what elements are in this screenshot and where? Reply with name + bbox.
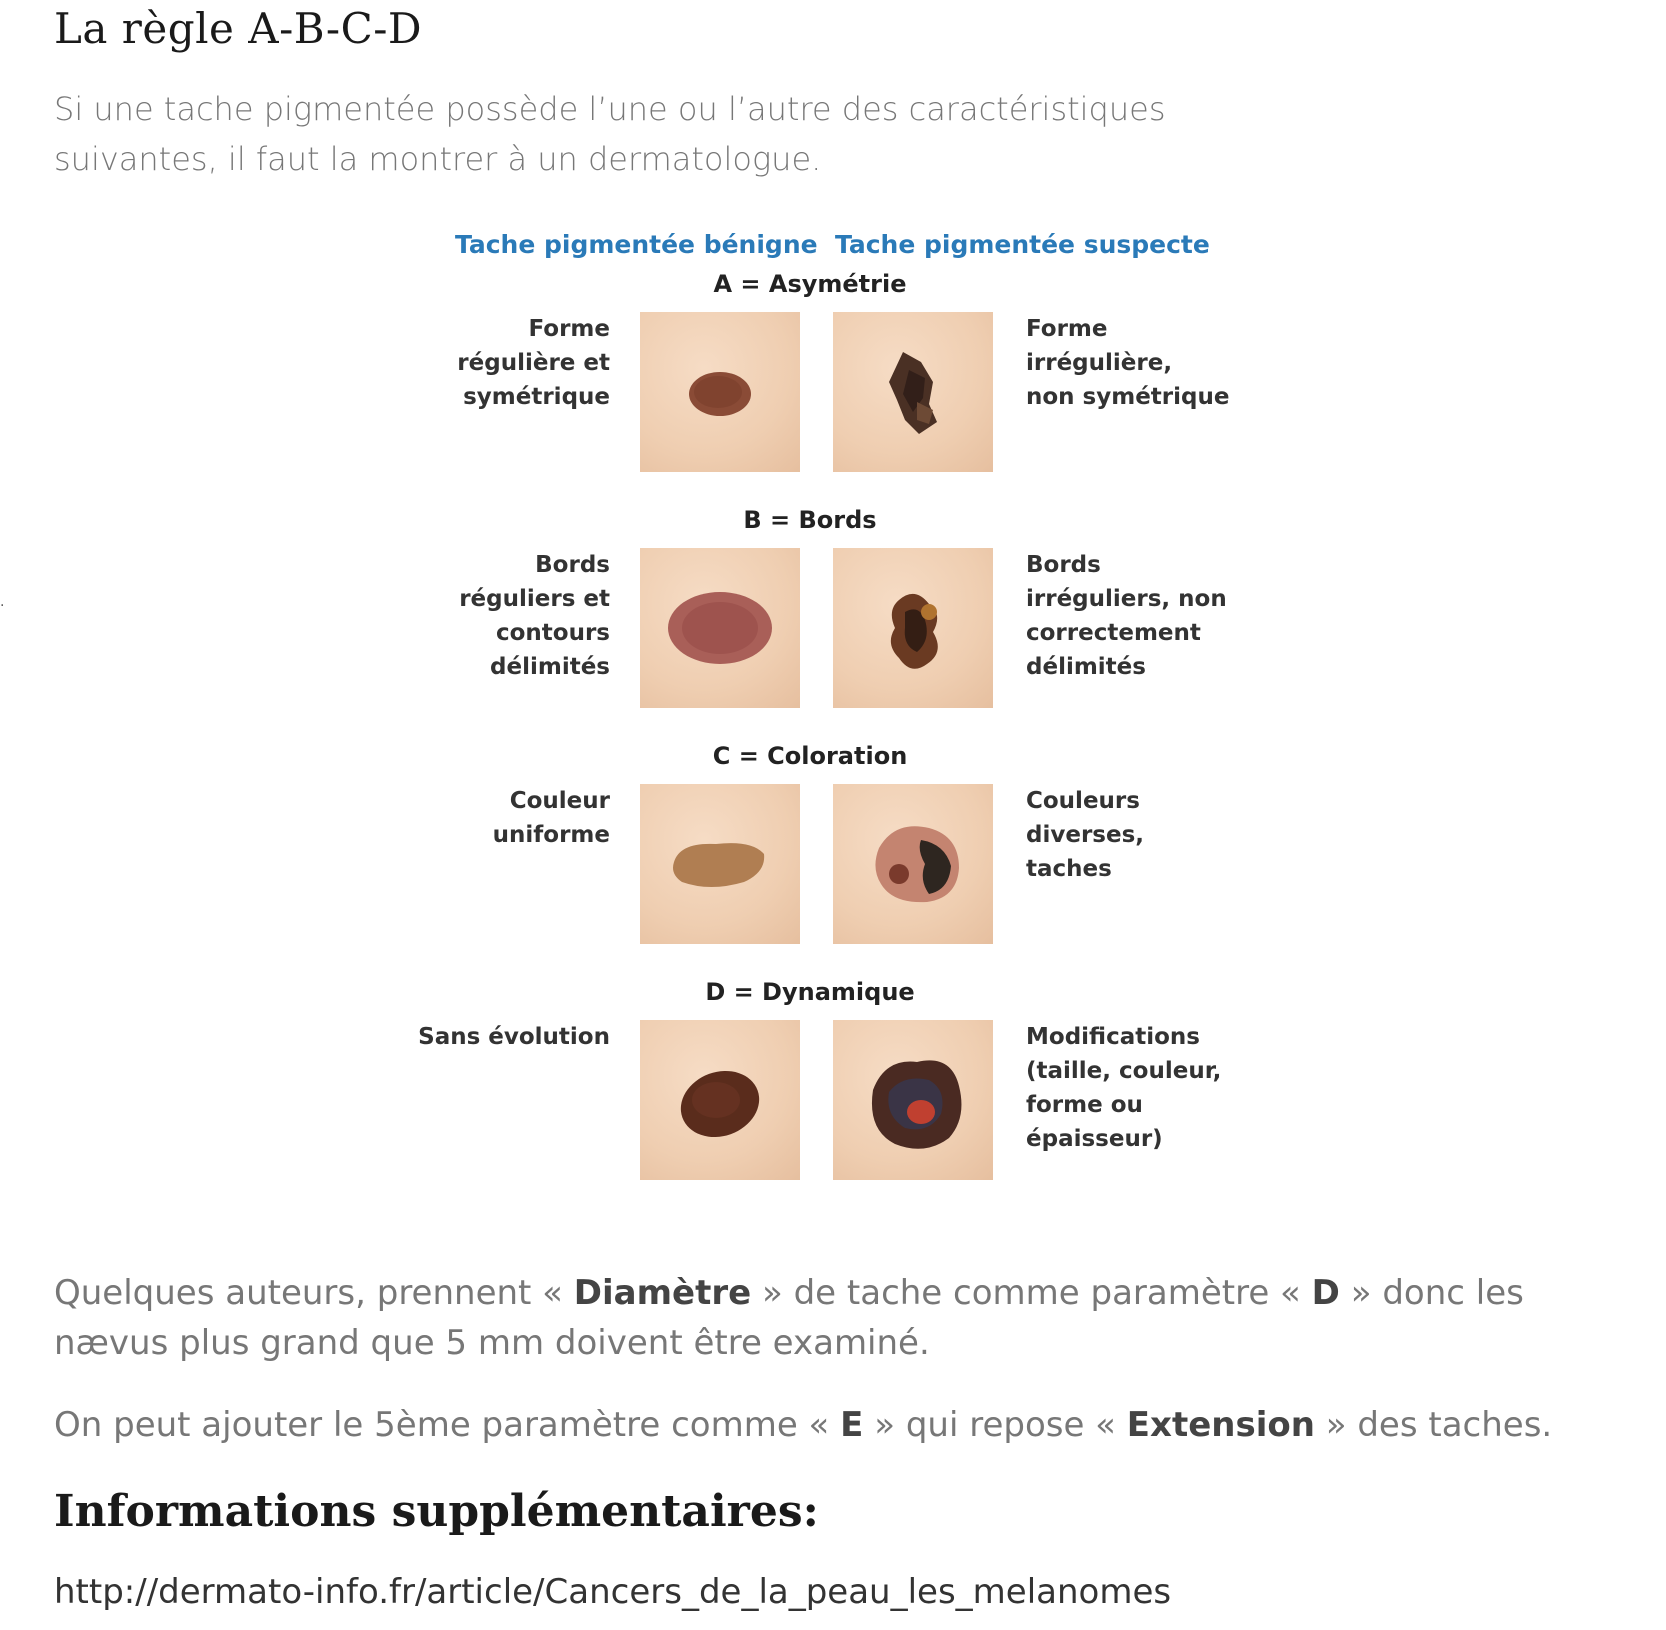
abcd-figure [400, 210, 1280, 1220]
suspect-mole-photo-c [833, 784, 993, 944]
suspect-description-c: Couleurs diverses, taches [1026, 788, 1144, 882]
more-info-link[interactable]: http://dermato-info.fr/article/Cancers_de_la_peau_les_melanomes [54, 1572, 1172, 1612]
paragraph-extension-text-3: » des taches. [1314, 1405, 1553, 1445]
suspect-description-b: Bords irréguliers, non correctement délimités [1026, 552, 1227, 680]
benign-mole-a-image [640, 312, 800, 472]
benign-mole-photo-a [640, 312, 800, 472]
benign-mole-photo-b [640, 548, 800, 708]
column-heading-suspect: Tache pigmentée suspecte [835, 230, 1210, 259]
paragraph-diameter-text-3: » donc les nævus plus grand que 5 mm doivent être examiné. [54, 1273, 1524, 1363]
paragraph-diameter [54, 1268, 1624, 1368]
suspect-mole-photo-b [833, 548, 993, 708]
benign-mole-d-image [640, 1020, 800, 1180]
benign-description-b: Bords réguliers et contours délimités [459, 552, 610, 680]
benign-mole-photo-d [640, 1020, 800, 1180]
paragraph-extension-text-1: On peut ajouter le 5ème paramètre comme « [54, 1405, 841, 1445]
suspect-mole-b-image [833, 548, 993, 708]
column-heading-benign: Tache pigmentée bénigne [455, 230, 818, 259]
benign-description-d: Sans évolution [418, 1024, 610, 1050]
paragraph-extension [54, 1400, 1624, 1450]
paragraph-diameter-bold-1: Diamètre [573, 1273, 752, 1313]
suspect-mole-a-image [833, 312, 993, 472]
benign-description-c: Couleur uniforme [492, 788, 610, 848]
suspect-mole-d-image [833, 1020, 993, 1180]
criterion-title-a: A = Asymétrie [713, 270, 907, 298]
criterion-title-b: B = Bords [743, 506, 877, 534]
paragraph-extension-text-2: » qui repose « [863, 1405, 1127, 1445]
suspect-mole-c-image [833, 784, 993, 944]
criterion-title-d: D = Dynamique [705, 978, 915, 1006]
margin-mark: · [0, 598, 5, 614]
benign-mole-photo-c [640, 784, 800, 944]
intro-paragraph: Si une tache pigmentée possède l’une ou l’autre des caractéristiques suivantes, il faut la montrer à un dermatologue. [54, 90, 1166, 178]
benign-mole-b-image [640, 548, 800, 708]
suspect-mole-photo-a [833, 312, 993, 472]
benign-description-a: Forme régulière et symétrique [457, 316, 610, 410]
suspect-description-d: Modifications (taille, couleur, forme ou épaisseur) [1026, 1024, 1222, 1152]
paragraph-diameter-bold-2: D [1311, 1273, 1340, 1313]
paragraph-extension-bold-2: Extension [1126, 1405, 1315, 1445]
paragraph-extension-bold-1: E [840, 1405, 864, 1445]
criterion-title-c: C = Coloration [712, 742, 908, 770]
paragraph-diameter-text-1: Quelques auteurs, prennent « [54, 1273, 574, 1313]
page-title: La règle A-B-C-D [54, 4, 423, 53]
suspect-description-a: Forme irrégulière, non symétrique [1026, 316, 1230, 410]
suspect-mole-photo-d [833, 1020, 993, 1180]
section-title-more-info: Informations supplémentaires: [54, 1486, 819, 1537]
benign-mole-c-image [640, 784, 800, 944]
paragraph-diameter-text-2: » de tache comme paramètre « [751, 1273, 1312, 1313]
